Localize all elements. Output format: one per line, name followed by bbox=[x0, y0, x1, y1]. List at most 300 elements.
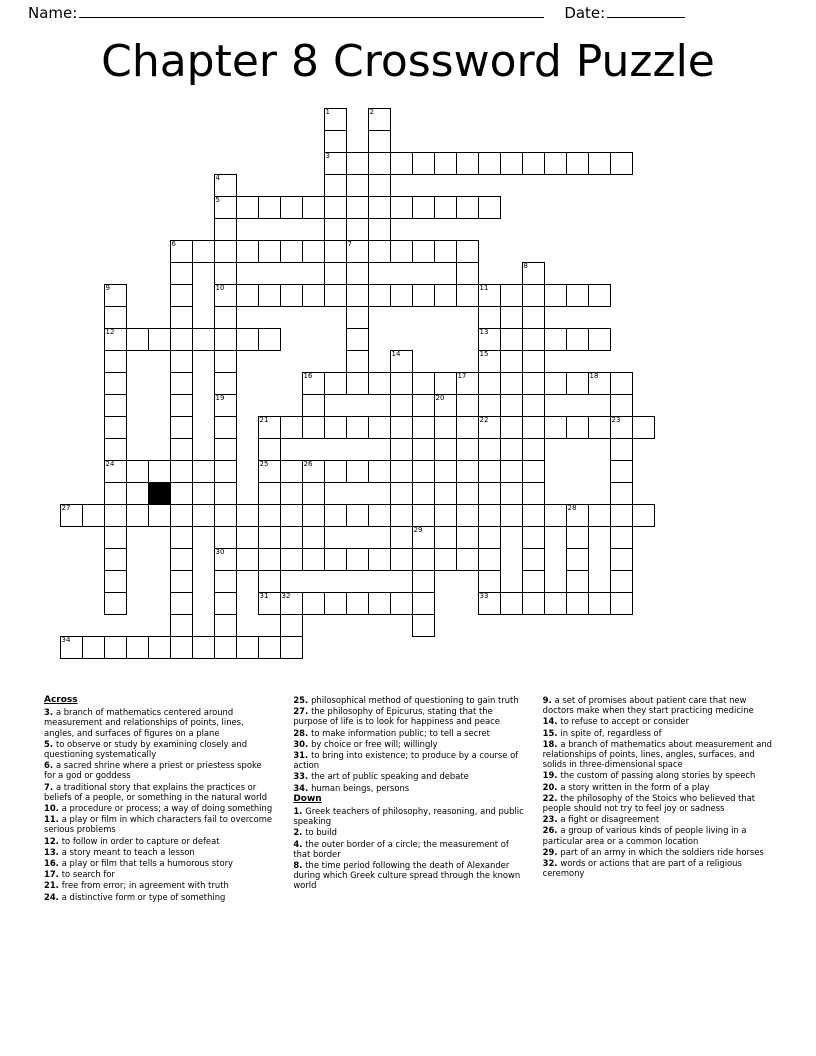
grid-cell[interactable] bbox=[346, 460, 369, 483]
grid-cell[interactable] bbox=[544, 152, 567, 175]
grid-cell[interactable] bbox=[412, 614, 435, 637]
grid-cell[interactable] bbox=[170, 592, 193, 615]
grid-cell[interactable] bbox=[412, 548, 435, 571]
grid-cell[interactable] bbox=[324, 372, 347, 395]
grid-cell[interactable] bbox=[368, 504, 391, 527]
grid-cell[interactable] bbox=[434, 372, 457, 395]
grid-cell[interactable] bbox=[170, 306, 193, 329]
grid-cell[interactable] bbox=[522, 152, 545, 175]
grid-cell[interactable] bbox=[412, 460, 435, 483]
grid-cell[interactable] bbox=[390, 482, 413, 505]
grid-cell[interactable] bbox=[170, 482, 193, 505]
grid-cell[interactable] bbox=[588, 504, 611, 527]
grid-cell[interactable] bbox=[478, 372, 501, 395]
grid-cell[interactable] bbox=[258, 438, 281, 461]
grid-cell[interactable] bbox=[412, 284, 435, 307]
grid-cell[interactable] bbox=[632, 416, 655, 439]
grid-cell[interactable] bbox=[346, 372, 369, 395]
grid-cell[interactable] bbox=[346, 328, 369, 351]
grid-cell[interactable] bbox=[368, 592, 391, 615]
grid-cell[interactable] bbox=[280, 614, 303, 637]
grid-cell[interactable] bbox=[390, 394, 413, 417]
grid-cell[interactable] bbox=[60, 504, 83, 527]
grid-cell[interactable] bbox=[258, 240, 281, 263]
grid-cell[interactable] bbox=[346, 504, 369, 527]
grid-cell[interactable] bbox=[390, 372, 413, 395]
grid-cell[interactable] bbox=[302, 416, 325, 439]
grid-cell[interactable] bbox=[434, 548, 457, 571]
grid-cell[interactable] bbox=[82, 504, 105, 527]
grid-cell[interactable] bbox=[214, 416, 237, 439]
grid-cell[interactable] bbox=[170, 460, 193, 483]
grid-cell[interactable] bbox=[368, 130, 391, 153]
grid-cell[interactable] bbox=[544, 592, 567, 615]
grid-cell[interactable] bbox=[302, 240, 325, 263]
grid-cell[interactable] bbox=[258, 526, 281, 549]
grid-cell[interactable] bbox=[368, 460, 391, 483]
grid-cell[interactable] bbox=[214, 482, 237, 505]
grid-cell[interactable] bbox=[346, 548, 369, 571]
grid-cell[interactable] bbox=[456, 240, 479, 263]
grid-cell[interactable] bbox=[610, 372, 633, 395]
grid-cell[interactable] bbox=[236, 240, 259, 263]
grid-cell[interactable] bbox=[170, 504, 193, 527]
grid-cell[interactable] bbox=[434, 196, 457, 219]
grid-cell-number: 1 bbox=[325, 108, 330, 116]
grid-cell[interactable] bbox=[214, 614, 237, 637]
grid-cell[interactable] bbox=[522, 262, 545, 285]
grid-cell[interactable] bbox=[324, 262, 347, 285]
grid-cell[interactable] bbox=[324, 130, 347, 153]
grid-cell[interactable] bbox=[632, 504, 655, 527]
grid-cell[interactable] bbox=[456, 460, 479, 483]
grid-cell[interactable] bbox=[236, 504, 259, 527]
grid-cell[interactable] bbox=[258, 196, 281, 219]
grid-cell[interactable] bbox=[170, 438, 193, 461]
grid-cell[interactable] bbox=[522, 350, 545, 373]
grid-cell[interactable] bbox=[324, 152, 347, 175]
grid-cell[interactable] bbox=[214, 240, 237, 263]
grid-cell[interactable] bbox=[478, 438, 501, 461]
grid-cell[interactable] bbox=[214, 350, 237, 373]
clue-number: 29. bbox=[542, 846, 561, 857]
grid-cell[interactable] bbox=[302, 526, 325, 549]
grid-cell[interactable] bbox=[566, 504, 589, 527]
grid-cell[interactable] bbox=[214, 592, 237, 615]
grid-cell[interactable] bbox=[104, 570, 127, 593]
grid-cell[interactable] bbox=[478, 152, 501, 175]
grid-cell[interactable] bbox=[588, 284, 611, 307]
grid-cell[interactable] bbox=[610, 592, 633, 615]
grid-cell[interactable] bbox=[170, 570, 193, 593]
grid-cell[interactable] bbox=[126, 328, 149, 351]
grid-cell[interactable] bbox=[456, 284, 479, 307]
grid-cell[interactable] bbox=[588, 416, 611, 439]
grid-cell[interactable] bbox=[82, 636, 105, 659]
grid-cell[interactable] bbox=[280, 592, 303, 615]
grid-cell[interactable] bbox=[522, 592, 545, 615]
grid-cell[interactable] bbox=[258, 416, 281, 439]
grid-cell[interactable] bbox=[368, 152, 391, 175]
grid-cell[interactable] bbox=[610, 394, 633, 417]
grid-cell[interactable] bbox=[104, 438, 127, 461]
grid-cell[interactable] bbox=[390, 526, 413, 549]
crossword-grid[interactable] bbox=[60, 108, 757, 683]
grid-cell[interactable] bbox=[610, 152, 633, 175]
grid-cell[interactable] bbox=[390, 240, 413, 263]
grid-cell[interactable] bbox=[192, 460, 215, 483]
grid-cell[interactable] bbox=[456, 548, 479, 571]
grid-cell[interactable] bbox=[236, 328, 259, 351]
grid-cell[interactable] bbox=[500, 328, 523, 351]
clue-item bbox=[293, 750, 524, 770]
grid-cell[interactable] bbox=[610, 438, 633, 461]
grid-cell[interactable] bbox=[214, 548, 237, 571]
grid-cell[interactable] bbox=[346, 284, 369, 307]
grid-cell[interactable] bbox=[544, 504, 567, 527]
grid-cell[interactable] bbox=[390, 350, 413, 373]
grid-cell[interactable] bbox=[478, 284, 501, 307]
grid-cell[interactable] bbox=[588, 592, 611, 615]
grid-cell[interactable] bbox=[214, 196, 237, 219]
grid-cell[interactable] bbox=[170, 394, 193, 417]
grid-cell[interactable] bbox=[412, 196, 435, 219]
grid-cell[interactable] bbox=[324, 284, 347, 307]
grid-cell[interactable] bbox=[258, 460, 281, 483]
grid-cell[interactable] bbox=[478, 196, 501, 219]
grid-cell[interactable] bbox=[368, 196, 391, 219]
grid-cell[interactable] bbox=[104, 460, 127, 483]
grid-cell[interactable] bbox=[214, 262, 237, 285]
grid-cell[interactable] bbox=[522, 504, 545, 527]
grid-cell[interactable] bbox=[324, 460, 347, 483]
grid-cell[interactable] bbox=[522, 526, 545, 549]
grid-cell[interactable] bbox=[610, 482, 633, 505]
grid-cell[interactable] bbox=[412, 570, 435, 593]
grid-cell[interactable] bbox=[302, 460, 325, 483]
grid-cell[interactable] bbox=[390, 504, 413, 527]
grid-cell[interactable] bbox=[258, 592, 281, 615]
grid-cell[interactable] bbox=[610, 570, 633, 593]
grid-cell[interactable] bbox=[214, 526, 237, 549]
grid-cell[interactable] bbox=[522, 416, 545, 439]
grid-cell[interactable] bbox=[544, 372, 567, 395]
grid-cell[interactable] bbox=[346, 350, 369, 373]
grid-cell[interactable] bbox=[258, 548, 281, 571]
grid-cell[interactable] bbox=[324, 548, 347, 571]
grid-cell[interactable] bbox=[434, 526, 457, 549]
grid-cell[interactable] bbox=[170, 350, 193, 373]
grid-cell[interactable] bbox=[104, 548, 127, 571]
grid-cell[interactable] bbox=[434, 394, 457, 417]
grid-cell[interactable] bbox=[588, 152, 611, 175]
grid-cell[interactable] bbox=[324, 196, 347, 219]
grid-cell[interactable] bbox=[258, 570, 281, 593]
grid-cell[interactable] bbox=[478, 548, 501, 571]
grid-cell[interactable] bbox=[60, 636, 83, 659]
grid-cell[interactable] bbox=[456, 416, 479, 439]
grid-cell[interactable] bbox=[478, 504, 501, 527]
grid-cell[interactable] bbox=[280, 284, 303, 307]
grid-cell[interactable] bbox=[500, 372, 523, 395]
grid-cell[interactable] bbox=[324, 504, 347, 527]
grid-cell[interactable] bbox=[214, 174, 237, 197]
grid-cell[interactable] bbox=[566, 284, 589, 307]
grid-cell[interactable] bbox=[302, 592, 325, 615]
grid-cell[interactable] bbox=[434, 482, 457, 505]
grid-cell[interactable] bbox=[170, 416, 193, 439]
grid-cell[interactable] bbox=[104, 284, 127, 307]
clue-text: a branch of mathematics about measurement and relationships of points, lines, angles, surfaces, and solids in three-dimensional space bbox=[542, 738, 772, 770]
grid-cell[interactable] bbox=[500, 284, 523, 307]
grid-cell[interactable] bbox=[566, 152, 589, 175]
grid-cell[interactable] bbox=[368, 240, 391, 263]
grid-cell[interactable] bbox=[566, 526, 589, 549]
grid-cell[interactable] bbox=[588, 328, 611, 351]
grid-cell[interactable] bbox=[390, 284, 413, 307]
grid-cell[interactable] bbox=[324, 592, 347, 615]
grid-cell[interactable] bbox=[126, 504, 149, 527]
grid-cell[interactable] bbox=[258, 636, 281, 659]
grid-cell[interactable] bbox=[214, 306, 237, 329]
grid-cell[interactable] bbox=[434, 438, 457, 461]
grid-cell[interactable] bbox=[478, 526, 501, 549]
grid-cell[interactable] bbox=[368, 372, 391, 395]
grid-cell[interactable] bbox=[346, 306, 369, 329]
grid-cell[interactable] bbox=[588, 372, 611, 395]
grid-cell[interactable] bbox=[522, 328, 545, 351]
grid-cell[interactable] bbox=[566, 416, 589, 439]
grid-cell[interactable] bbox=[236, 636, 259, 659]
grid-cell[interactable] bbox=[214, 394, 237, 417]
grid-cell[interactable] bbox=[566, 592, 589, 615]
grid-cell[interactable] bbox=[478, 350, 501, 373]
grid-cell[interactable] bbox=[104, 592, 127, 615]
grid-cell[interactable] bbox=[610, 416, 633, 439]
grid-cell[interactable] bbox=[148, 460, 171, 483]
grid-cell[interactable] bbox=[104, 504, 127, 527]
grid-cell[interactable] bbox=[390, 196, 413, 219]
grid-cell[interactable] bbox=[346, 152, 369, 175]
grid-cell[interactable] bbox=[368, 108, 391, 131]
grid-cell[interactable] bbox=[192, 328, 215, 351]
grid-cell[interactable] bbox=[280, 504, 303, 527]
grid-cell[interactable] bbox=[522, 284, 545, 307]
grid-cell[interactable] bbox=[522, 438, 545, 461]
grid-cell[interactable] bbox=[324, 240, 347, 263]
grid-cell[interactable] bbox=[368, 548, 391, 571]
grid-cell[interactable] bbox=[148, 636, 171, 659]
grid-cell[interactable] bbox=[412, 526, 435, 549]
grid-cell[interactable] bbox=[412, 592, 435, 615]
grid-cell[interactable] bbox=[236, 284, 259, 307]
grid-cell[interactable] bbox=[236, 548, 259, 571]
grid-cell[interactable] bbox=[236, 196, 259, 219]
grid-cell[interactable] bbox=[522, 372, 545, 395]
grid-cell[interactable] bbox=[258, 328, 281, 351]
grid-cell[interactable] bbox=[478, 328, 501, 351]
grid-cell[interactable] bbox=[170, 262, 193, 285]
grid-cell[interactable] bbox=[500, 152, 523, 175]
grid-cell[interactable] bbox=[390, 152, 413, 175]
clue-number: 11. bbox=[44, 814, 62, 825]
grid-cell[interactable] bbox=[478, 416, 501, 439]
grid-cell[interactable] bbox=[566, 328, 589, 351]
grid-cell[interactable] bbox=[214, 570, 237, 593]
grid-cell[interactable] bbox=[434, 152, 457, 175]
grid-cell[interactable] bbox=[346, 592, 369, 615]
grid-cell[interactable] bbox=[258, 504, 281, 527]
grid-cell[interactable] bbox=[104, 306, 127, 329]
grid-cell[interactable] bbox=[456, 196, 479, 219]
grid-cell[interactable] bbox=[104, 328, 127, 351]
grid-cell[interactable] bbox=[214, 328, 237, 351]
grid-cell[interactable] bbox=[368, 218, 391, 241]
grid-cell[interactable] bbox=[104, 372, 127, 395]
date-write-line[interactable] bbox=[607, 5, 685, 18]
grid-cell[interactable] bbox=[456, 504, 479, 527]
grid-cell[interactable] bbox=[566, 548, 589, 571]
grid-cell[interactable] bbox=[126, 636, 149, 659]
grid-cell[interactable] bbox=[280, 636, 303, 659]
grid-cell[interactable] bbox=[434, 504, 457, 527]
grid-cell[interactable] bbox=[412, 240, 435, 263]
grid-cell[interactable] bbox=[368, 174, 391, 197]
grid-cell[interactable] bbox=[610, 526, 633, 549]
grid-cell[interactable] bbox=[566, 570, 589, 593]
grid-cell[interactable] bbox=[456, 372, 479, 395]
grid-cell[interactable] bbox=[302, 372, 325, 395]
grid-cell[interactable] bbox=[324, 416, 347, 439]
grid-cell[interactable] bbox=[192, 240, 215, 263]
grid-cell[interactable] bbox=[500, 592, 523, 615]
grid-cell[interactable] bbox=[104, 482, 127, 505]
grid-cell[interactable] bbox=[214, 284, 237, 307]
grid-cell[interactable] bbox=[148, 328, 171, 351]
grid-cell[interactable] bbox=[544, 328, 567, 351]
grid-cell[interactable] bbox=[368, 416, 391, 439]
grid-cell[interactable] bbox=[390, 592, 413, 615]
grid-cell[interactable] bbox=[302, 504, 325, 527]
grid-cell[interactable] bbox=[214, 460, 237, 483]
grid-cell[interactable] bbox=[258, 284, 281, 307]
grid-cell[interactable] bbox=[566, 372, 589, 395]
grid-cell[interactable] bbox=[500, 460, 523, 483]
grid-cell[interactable] bbox=[610, 460, 633, 483]
grid-cell[interactable] bbox=[522, 548, 545, 571]
grid-cell[interactable] bbox=[412, 372, 435, 395]
grid-cell[interactable] bbox=[456, 262, 479, 285]
grid-cell[interactable] bbox=[324, 218, 347, 241]
grid-cell[interactable] bbox=[544, 284, 567, 307]
grid-cell[interactable] bbox=[280, 240, 303, 263]
grid-cell[interactable] bbox=[302, 548, 325, 571]
grid-cell[interactable] bbox=[280, 196, 303, 219]
grid-cell[interactable] bbox=[170, 614, 193, 637]
grid-cell[interactable] bbox=[390, 438, 413, 461]
grid-cell[interactable] bbox=[104, 394, 127, 417]
grid-cell[interactable] bbox=[522, 482, 545, 505]
grid-cell[interactable] bbox=[214, 438, 237, 461]
grid-cell[interactable] bbox=[478, 482, 501, 505]
grid-cell[interactable] bbox=[346, 240, 369, 263]
grid-cell[interactable] bbox=[346, 416, 369, 439]
grid-cell[interactable] bbox=[522, 394, 545, 417]
grid-cell[interactable] bbox=[522, 460, 545, 483]
clue-item bbox=[44, 782, 275, 802]
grid-cell[interactable] bbox=[434, 416, 457, 439]
grid-cell[interactable] bbox=[170, 240, 193, 263]
grid-cell[interactable] bbox=[346, 196, 369, 219]
grid-cell[interactable] bbox=[434, 240, 457, 263]
grid-cell[interactable] bbox=[170, 284, 193, 307]
grid-cell[interactable] bbox=[324, 108, 347, 131]
grid-cell[interactable] bbox=[104, 416, 127, 439]
grid-cell[interactable] bbox=[214, 504, 237, 527]
grid-cell[interactable] bbox=[324, 174, 347, 197]
grid-cell[interactable] bbox=[104, 636, 127, 659]
grid-cell[interactable] bbox=[302, 284, 325, 307]
grid-cell[interactable] bbox=[170, 328, 193, 351]
grid-cell[interactable] bbox=[412, 416, 435, 439]
grid-cell[interactable] bbox=[412, 504, 435, 527]
grid-cell[interactable] bbox=[478, 306, 501, 329]
grid-cell[interactable] bbox=[170, 372, 193, 395]
grid-cell[interactable] bbox=[302, 482, 325, 505]
grid-cell[interactable] bbox=[412, 152, 435, 175]
grid-cell[interactable] bbox=[170, 636, 193, 659]
grid-cell[interactable] bbox=[478, 570, 501, 593]
grid-cell[interactable] bbox=[126, 460, 149, 483]
grid-cell[interactable] bbox=[610, 548, 633, 571]
grid-cell[interactable] bbox=[522, 306, 545, 329]
grid-cell[interactable] bbox=[478, 394, 501, 417]
grid-cell[interactable] bbox=[500, 504, 523, 527]
grid-cell[interactable] bbox=[500, 416, 523, 439]
name-write-line[interactable] bbox=[79, 5, 544, 18]
grid-cell[interactable] bbox=[522, 570, 545, 593]
grid-cell[interactable] bbox=[280, 416, 303, 439]
grid-cell[interactable] bbox=[104, 350, 127, 373]
grid-cell[interactable] bbox=[258, 482, 281, 505]
grid-cell[interactable] bbox=[280, 548, 303, 571]
grid-cell[interactable] bbox=[346, 262, 369, 285]
grid-cell[interactable] bbox=[478, 592, 501, 615]
grid-cell[interactable] bbox=[302, 394, 325, 417]
grid-cell[interactable] bbox=[390, 460, 413, 483]
grid-cell[interactable] bbox=[434, 284, 457, 307]
grid-cell[interactable] bbox=[390, 548, 413, 571]
grid-cell[interactable] bbox=[302, 196, 325, 219]
grid-cell[interactable] bbox=[544, 416, 567, 439]
grid-cell[interactable] bbox=[478, 460, 501, 483]
grid-cell[interactable] bbox=[214, 372, 237, 395]
grid-cell[interactable] bbox=[456, 152, 479, 175]
grid-cell[interactable] bbox=[192, 504, 215, 527]
grid-cell[interactable] bbox=[214, 218, 237, 241]
grid-cell[interactable] bbox=[610, 504, 633, 527]
grid-cell[interactable] bbox=[104, 526, 127, 549]
grid-cell[interactable] bbox=[170, 548, 193, 571]
grid-cell[interactable] bbox=[148, 504, 171, 527]
grid-cell[interactable] bbox=[434, 460, 457, 483]
grid-cell[interactable] bbox=[170, 526, 193, 549]
grid-cell[interactable] bbox=[368, 284, 391, 307]
grid-cell[interactable] bbox=[390, 416, 413, 439]
grid-cell[interactable] bbox=[214, 636, 237, 659]
grid-cell[interactable] bbox=[280, 460, 303, 483]
grid-cell[interactable] bbox=[192, 636, 215, 659]
